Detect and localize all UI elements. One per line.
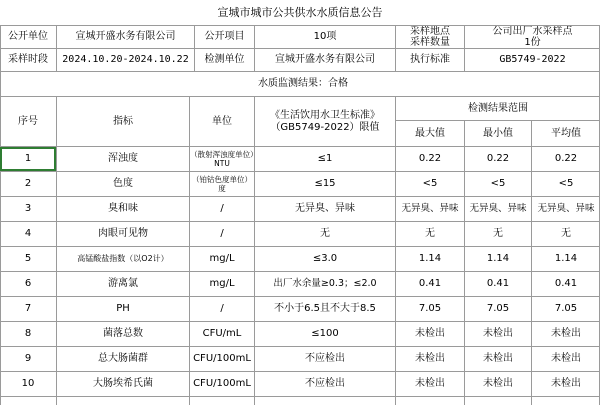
- cell-max: 0.41: [418, 278, 442, 289]
- cell-unit: /: [220, 228, 224, 239]
- cell-max: <5: [422, 178, 438, 189]
- cell-limit: 无异臭、异味: [295, 203, 355, 214]
- cell-avg: 未检出: [551, 353, 581, 364]
- cell-indicator: PH: [116, 303, 130, 314]
- cell-max: 无: [425, 228, 435, 239]
- cell-unit: mg/L: [209, 253, 235, 264]
- standard-value: GB5749-2022: [499, 54, 566, 65]
- period-value: 2024.10.20-2024.10.22: [62, 54, 189, 65]
- cell-avg: <5: [558, 178, 574, 189]
- cell-limit: ≤3.0: [312, 253, 338, 264]
- cell-no: 8: [24, 328, 32, 339]
- cell-min: 无: [493, 228, 503, 239]
- cell-avg: 无: [561, 228, 571, 239]
- cell-avg: 无异臭、异味: [537, 203, 595, 214]
- items-label: 公开项目: [204, 31, 245, 42]
- cell-indicator: 大肠埃希氏菌: [93, 378, 153, 389]
- cell-unit: CFU/mL: [202, 328, 242, 339]
- cell-avg: 未检出: [551, 378, 581, 389]
- cell-avg: 0.41: [554, 278, 578, 289]
- cell-no: 4: [24, 228, 32, 239]
- cell-min: 无异臭、异味: [469, 203, 527, 214]
- cell-max: 1.14: [418, 253, 442, 264]
- site-label: 采样地点 采样数量: [410, 26, 450, 48]
- header-no: 序号: [18, 115, 38, 127]
- cell-max: 无异臭、异味: [401, 203, 459, 214]
- cell-no: 7: [24, 303, 32, 314]
- header-max: 最大值: [415, 127, 445, 139]
- result-line: 水质监测结果：合格: [258, 78, 348, 89]
- page-title: 宣城市城市公共供水水质信息公告: [217, 6, 383, 19]
- cell-no: 3: [24, 203, 32, 214]
- cell-min: 未检出: [483, 353, 513, 364]
- cell-avg: 7.05: [554, 303, 578, 314]
- cell-limit: 无: [320, 228, 330, 239]
- cell-unit: （铂钴色度单位）度: [192, 175, 252, 193]
- cell-indicator: 肉眼可见物: [98, 228, 148, 239]
- header-unit: 单位: [212, 115, 232, 127]
- cell-limit: ≤100: [311, 328, 339, 339]
- cell-limit: 不应检出: [305, 353, 345, 364]
- cell-indicator: 高锰酸盐指数（以O2计）: [77, 254, 169, 263]
- unit-value: 宣城开盛水务有限公司: [75, 31, 176, 42]
- cell-no: 9: [24, 353, 32, 364]
- header-indicator: 指标: [113, 115, 133, 127]
- unit-label: 公开单位: [8, 31, 48, 42]
- cell-no: 5: [24, 253, 32, 264]
- cell-min: 1.14: [486, 253, 510, 264]
- cell-no: 6: [24, 278, 32, 289]
- cell-max: 7.05: [418, 303, 442, 314]
- cell-limit: 出厂水余量≥0.3；≤2.0: [273, 278, 377, 289]
- cell-avg: 未检出: [551, 328, 581, 339]
- cell-min: 0.41: [486, 278, 510, 289]
- cell-min: 7.05: [486, 303, 510, 314]
- cell-unit: /: [220, 303, 224, 314]
- cell-min: 0.22: [486, 153, 510, 164]
- test-unit-label: 检测单位: [204, 54, 245, 65]
- cell-min: 未检出: [483, 378, 513, 389]
- cell-indicator: 菌落总数: [103, 328, 143, 339]
- cell-no: 2: [24, 178, 32, 189]
- cell-indicator: 总大肠菌群: [98, 353, 148, 364]
- header-limit: 《生活饮用水卫生标准》 （GB5749-2022）限值: [270, 109, 380, 133]
- cell-avg: 1.14: [554, 253, 578, 264]
- cell-max: 未检出: [415, 378, 445, 389]
- cell-min: <5: [490, 178, 506, 189]
- cell-unit: /: [220, 203, 224, 214]
- cell-avg: 0.22: [554, 153, 578, 164]
- header-avg: 平均值: [551, 127, 581, 139]
- cell-limit: ≤15: [314, 178, 336, 189]
- cell-min: 未检出: [483, 328, 513, 339]
- cell-unit: mg/L: [209, 278, 235, 289]
- cell-indicator: 臭和味: [108, 203, 138, 214]
- cell-indicator: 色度: [113, 178, 133, 189]
- header-min: 最小值: [483, 127, 513, 139]
- cell-limit: 不小于6.5且不大于8.5: [274, 303, 376, 314]
- cell-no[interactable]: 1: [0, 147, 56, 171]
- cell-unit: CFU/100mL: [193, 378, 251, 389]
- cell-max: 未检出: [415, 353, 445, 364]
- cell-max: 未检出: [415, 328, 445, 339]
- header-range: 检测结果范围: [468, 102, 528, 114]
- cell-unit: （散射浑浊度单位）NTU: [190, 150, 254, 168]
- cell-limit: ≤1: [317, 153, 333, 164]
- cell-max: 0.22: [418, 153, 442, 164]
- items-value: 10项: [313, 31, 337, 42]
- standard-label: 执行标准: [410, 54, 450, 65]
- period-label: 采样时段: [8, 54, 48, 65]
- cell-unit: CFU/100mL: [193, 353, 251, 364]
- cell-indicator: 游离氯: [108, 278, 138, 289]
- site-value: 公司出厂水采样点 1份: [492, 26, 573, 48]
- cell-limit: 不应检出: [305, 378, 345, 389]
- cell-indicator: 浑浊度: [108, 153, 138, 164]
- cell-no: 10: [21, 378, 35, 389]
- test-unit-value: 宣城开盛水务有限公司: [275, 54, 375, 65]
